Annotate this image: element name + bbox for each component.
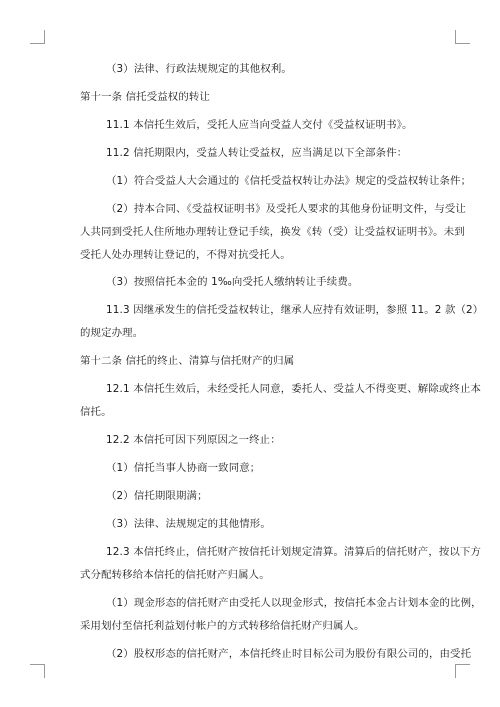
para-line: （2）股权形态的信托财产，本信托终止时目标公司为股份有限公司的，由受托 [106,648,472,660]
para-line: 11.2 信托期限内，受益人转让受益权，应当满足以下全部条件： [106,147,408,159]
crop-mark-bottom-left-h [30,664,44,665]
para-line: 人共同到受托人住所地办理转让登记手续，换发《转（受）让受益权证明书》。未到 [80,226,465,238]
para-line: 11.1 本信托生效后，受托人应当向受益人交付《受益权证明书》。 [106,119,413,131]
para-line: （1）符合受益人大会通过的《信托受益权转让办法》规定的受益权转让条件； [106,175,472,187]
para-line: 式分配转移给本信托的信托财产归属人。 [80,569,270,581]
para-line: 采用划付至信托利益划付帐户的方式转移给信托财产归属人。 [80,620,365,632]
para-line: （2）信托期限期满； [106,490,208,502]
para-line: （1）信托当事人协商一致同意； [106,462,261,474]
para-line: （3）法律、法规规定的其他情形。 [106,518,271,530]
crop-mark-top-left-v [44,30,45,44]
crop-mark-bottom-left-v [44,664,45,678]
article-heading: 第十一条 信托受益权的转让 [80,91,210,103]
para-line: 的规定办理。 [80,327,144,339]
para-line: 12.3 本信托终止，信托财产按信托计划规定清算。清算后的信托财产，按以下方 [106,546,482,558]
para-line: 12.1 本信托生效后，未经受托人同意，委托人、受益人不得变更、解除或终止本 [106,383,482,395]
para-line: （3）按照信托本金的 1‰向受托人缴纳转让手续费。 [106,276,359,288]
para-line: 受托人处办理转让登记的，不得对抗受托人。 [80,249,291,261]
para-line: （2）持本合同、《受益权证明书》及受托人要求的其他身份证明文件，与受让 [106,203,466,215]
crop-mark-top-left-h [30,43,44,44]
para-line: 11.3 因继承发生的信托受益权转让，继承人应持有效证明，参照 11。2 款（2） [106,304,484,316]
para-line: （1）现金形态的信托财产由受托人以现金形式，按信托本金占计划本金的比例， [106,597,482,609]
crop-mark-bottom-right-h [456,664,470,665]
para-line: 12.2 本信托可因下列原因之一终止： [106,434,281,446]
crop-mark-top-right-v [455,30,456,44]
crop-mark-bottom-right-v [455,664,456,678]
crop-mark-top-right-h [456,43,470,44]
para-line: 信托。 [80,406,112,418]
para-line: （3）法律、行政法规规定的其他权利。 [106,63,292,75]
article-heading: 第十二条 信托的终止、清算与信托财产的归属 [80,355,295,367]
